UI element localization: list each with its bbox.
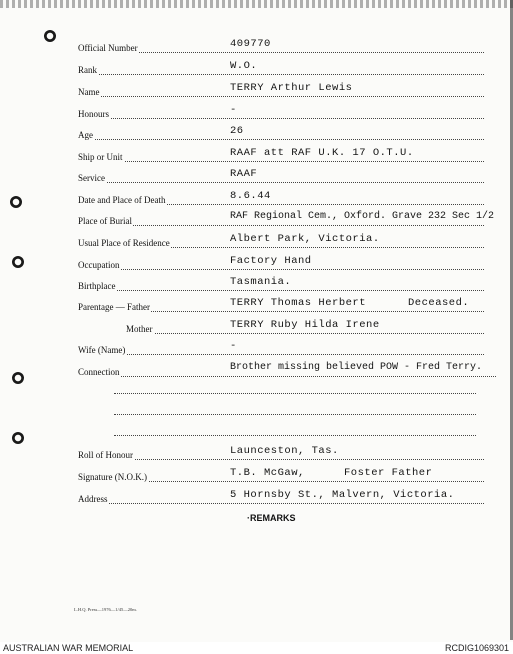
footer-institution: AUSTRALIAN WAR MEMORIAL bbox=[3, 643, 134, 653]
field-label: Rank bbox=[78, 65, 97, 75]
field-birthplace bbox=[78, 276, 508, 293]
field-value: 26 bbox=[230, 125, 244, 137]
field-value: TERRY Ruby Hilda Irene bbox=[230, 319, 380, 331]
print-reference: L.H.Q. Press—1976—1/45—20m. bbox=[74, 607, 137, 612]
field-label: Address bbox=[78, 494, 108, 504]
field-label: Connection bbox=[78, 367, 120, 377]
field-value: RAAF att RAF U.K. 17 O.T.U. bbox=[230, 147, 414, 159]
scan-top-edge bbox=[0, 0, 513, 8]
field-date-place-of-death bbox=[78, 190, 508, 207]
field-address bbox=[78, 489, 508, 506]
field-age bbox=[78, 125, 508, 142]
father-status: Deceased. bbox=[408, 297, 470, 309]
field-official-number bbox=[78, 38, 508, 55]
field-rank bbox=[78, 60, 508, 77]
field-value: 5 Hornsby St., Malvern, Victoria. bbox=[230, 489, 455, 501]
field-label: Service bbox=[78, 173, 105, 183]
field-place-of-burial bbox=[78, 211, 508, 228]
field-ship-or-unit bbox=[78, 147, 508, 164]
field-value: Launceston, Tas. bbox=[230, 445, 339, 457]
field-connection bbox=[78, 362, 508, 379]
punch-hole-icon bbox=[10, 196, 22, 208]
field-value: TERRY Arthur Lewis bbox=[230, 82, 353, 94]
field-label: Roll of Honour bbox=[78, 450, 133, 460]
field-value: Brother missing believed POW - Fred Terry. bbox=[230, 362, 483, 373]
archive-footer bbox=[0, 642, 513, 654]
field-roll-of-honour bbox=[78, 445, 508, 462]
footer-record-id: RCDIG1069301 bbox=[444, 643, 509, 653]
field-service bbox=[78, 168, 508, 185]
field-honours bbox=[78, 104, 508, 121]
field-wife bbox=[78, 340, 508, 357]
blank-line bbox=[114, 434, 476, 436]
field-label: Honours bbox=[78, 109, 109, 119]
punch-hole-icon bbox=[12, 432, 24, 444]
field-occupation bbox=[78, 255, 508, 272]
punch-hole-icon bbox=[12, 372, 24, 384]
field-usual-residence bbox=[78, 233, 508, 250]
field-value: RAF Regional Cem., Oxford. Grave 232 Sec 1/2 bbox=[230, 211, 495, 222]
field-value: TERRY Thomas Herbert bbox=[230, 297, 367, 309]
field-parentage-mother bbox=[78, 319, 508, 336]
field-value: - bbox=[230, 104, 237, 116]
field-label: Birthplace bbox=[78, 281, 116, 291]
field-value: T.B. McGaw, bbox=[230, 467, 305, 479]
field-label: Official Number bbox=[78, 43, 138, 53]
blank-line bbox=[114, 413, 476, 415]
field-value: W.O. bbox=[230, 60, 258, 72]
field-label: Age bbox=[78, 130, 93, 140]
field-label: Mother bbox=[126, 324, 153, 334]
blank-line bbox=[114, 392, 476, 394]
field-label: Date and Place of Death bbox=[78, 195, 166, 205]
signature-relation: Foster Father bbox=[344, 467, 433, 479]
field-parentage-father bbox=[78, 297, 508, 314]
field-label: Wife (Name) bbox=[78, 345, 126, 355]
field-label: Signature (N.O.K.) bbox=[78, 472, 147, 482]
field-value: Albert Park, Victoria. bbox=[230, 233, 380, 245]
field-value: - bbox=[230, 340, 237, 352]
field-name bbox=[78, 82, 508, 99]
field-value: Tasmania. bbox=[230, 276, 292, 288]
field-value: 8.6.44 bbox=[230, 190, 271, 202]
field-value: 409770 bbox=[230, 38, 271, 50]
field-value: Factory Hand bbox=[230, 255, 312, 267]
punch-hole-icon bbox=[44, 30, 56, 42]
field-label: Place of Burial bbox=[78, 216, 132, 226]
field-label: Ship or Unit bbox=[78, 152, 123, 162]
field-label: Usual Place of Residence bbox=[78, 238, 170, 248]
remarks-heading: ·REMARKS bbox=[247, 513, 296, 523]
field-label: Occupation bbox=[78, 260, 120, 270]
field-label: Parentage — Father bbox=[78, 302, 150, 312]
field-label: Name bbox=[78, 87, 100, 97]
field-signature bbox=[78, 467, 508, 484]
field-value: RAAF bbox=[230, 168, 258, 180]
punch-hole-icon bbox=[12, 256, 24, 268]
